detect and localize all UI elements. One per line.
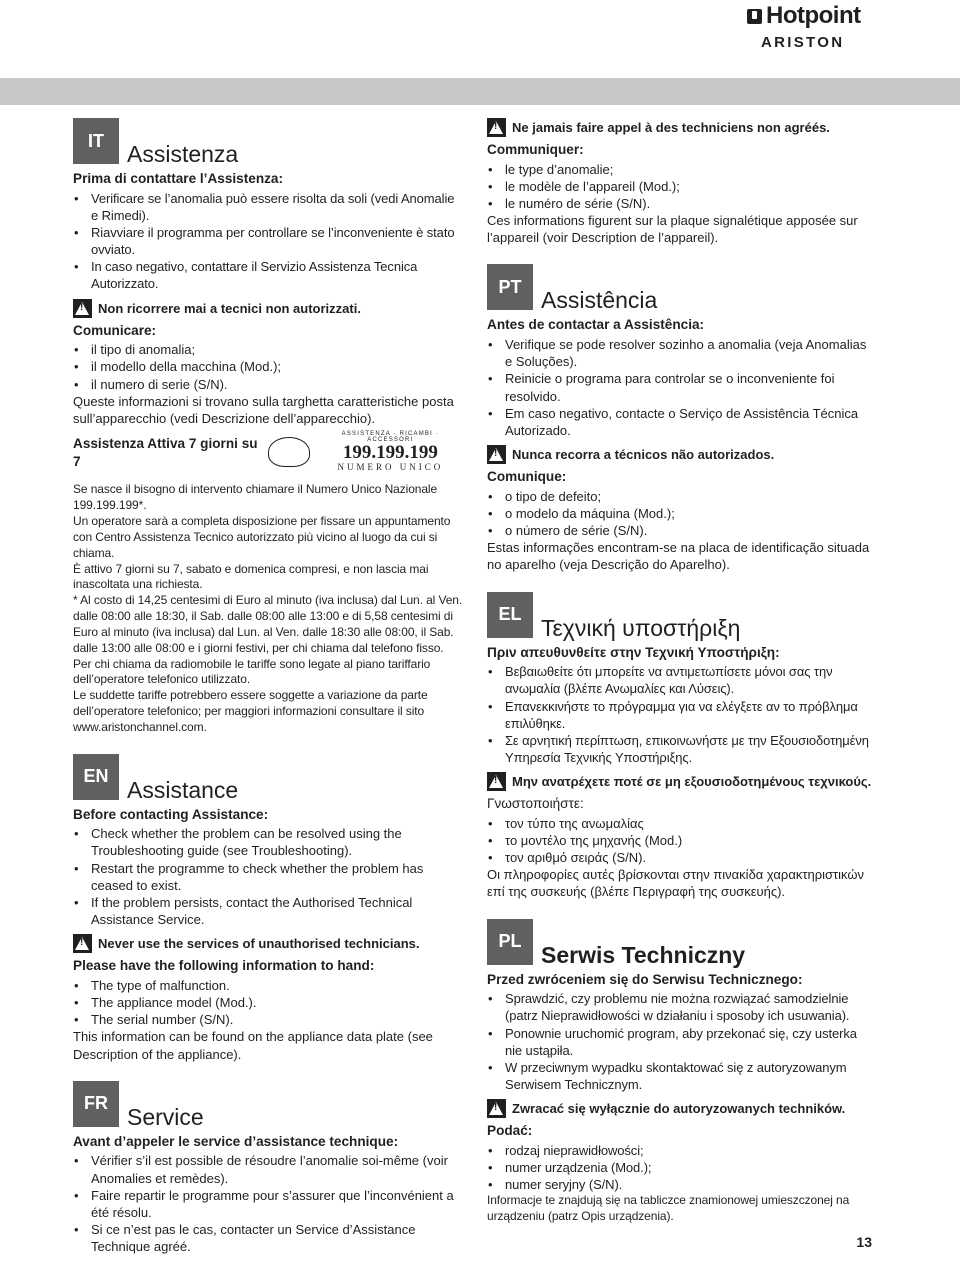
list-item: • τον αριθμό σειράς (S/N).: [487, 849, 877, 866]
before-heading: Antes de contactar a Assistência:: [487, 317, 705, 333]
lang-tag: PL: [487, 919, 533, 965]
list-item: • rodzaj nieprawidłowości;: [487, 1142, 877, 1159]
list-item: • The appliance model (Mod.).: [73, 994, 463, 1011]
lang-tag: FR: [73, 1081, 119, 1127]
communicate-heading: Please have the following information to hand:: [73, 958, 375, 974]
numero-unico-logo: [268, 431, 463, 472]
before-heading: Przed zwróceniem się do Serwisu Technicznego:: [487, 971, 803, 987]
list-item: • Σε αρνητική περίπτωση, επικοινωνήστε με την Εξουσιοδοτημένη Υπηρεσία Τεχνικής Υποστήριξης.: [487, 732, 877, 766]
warning-icon: [73, 934, 92, 953]
right-column: [487, 118, 877, 1243]
list-item: • il numero di serie (S/N).: [73, 376, 463, 393]
list-item: • Riavviare il programma per controllare se l’inconveniente è stato ovviato.: [73, 224, 463, 258]
info-note: Queste informazioni si trovano sulla targhetta caratteristiche posta sull’apparecchio (vedi Descrizione dell’apparecchio).: [73, 393, 454, 426]
brand-top: Hotpoint: [766, 2, 861, 29]
warning-icon: [73, 299, 92, 318]
paragraph: Per chi chiama da radiomobile le tariffe sono legate al piano tariffario dell’operatore telefonico utilizzato.: [73, 656, 431, 687]
list-item: • Βεβαιωθείτε ότι μπορείτε να αντιμετωπίσετε μόνοι σας την ανωμαλία (βλέπε Ανωμαλίες και Λύσεις).: [487, 663, 877, 697]
warning-text: Μην ανατρέχετε ποτέ σε μη εξουσιοδοτημένους τεχνικούς.: [512, 774, 872, 790]
number-bottom: NUMERO UNICO: [337, 462, 444, 473]
hotpoint-logo-icon: [747, 9, 762, 24]
communicate-heading: Comunicare:: [73, 322, 157, 338]
list-item: • Faire repartir le programme pour s’assurer que l’inconvénient a été résolu.: [73, 1187, 463, 1221]
list-item: • Reinicie o programa para controlar se o inconveniente foi resolvido.: [487, 370, 877, 404]
list-item: • il modello della macchina (Mod.);: [73, 358, 463, 375]
before-heading: Avant d’appeler le service d’assistance technique:: [73, 1133, 399, 1149]
list-item: • le numéro de série (S/N).: [487, 195, 877, 212]
section-title: Assistência: [541, 287, 658, 314]
lang-tag: EL: [487, 592, 533, 638]
section-it: [73, 118, 463, 736]
warning-icon: [487, 445, 506, 464]
list-item: • Sprawdzić, czy problemu nie można rozwiązać samodzielnie (patrz Nieprawidłowości w działaniu i sposoby ich usuwania).: [487, 990, 877, 1024]
attiva-heading: Assistenza Attiva 7 giorni su 7: [73, 436, 258, 469]
number-top: ASSISTENZA · RICAMBI · ACCESSORI: [341, 431, 440, 444]
communicate-heading: Γνωστοποιήστε:: [487, 796, 584, 812]
list-item: • τον τύπο της ανωμαλίας: [487, 815, 877, 832]
section-title: Assistenza: [127, 141, 239, 167]
list-item: • Restart the programme to check whether the problem has ceased to exist.: [73, 860, 463, 894]
list-item: • numer urządzenia (Mod.);: [487, 1159, 877, 1176]
info-note: This information can be found on the appliance data plate (see Description of the appliance).: [73, 1029, 433, 1062]
phone-number: 199.199.199: [342, 442, 438, 464]
list-item: • il tipo di anomalia;: [73, 341, 463, 358]
list-item: • Em caso negativo, contacte o Serviço de Assistência Técnica Autorizado.: [487, 405, 877, 439]
header-band: [0, 78, 960, 105]
warning: [73, 934, 463, 953]
list-item: • In caso negativo, contattare il Servizio Assistenza Tecnica Autorizzato.: [73, 258, 463, 292]
list-item: • The serial number (S/N).: [73, 1011, 463, 1028]
warning: [487, 1099, 877, 1118]
info-note: Informacje te znajdują się na tabliczce znamionowej umieszczonej na urządzeniu (patrz Opis urządzenia).: [487, 1193, 850, 1224]
section-title: Τεχνική υποστήριξη: [541, 614, 741, 641]
list-item: • o tipo de defeito;: [487, 488, 877, 505]
warning-text: Nunca recorra a técnicos não autorizados.: [512, 447, 775, 463]
warning-text: Non ricorrere mai a tecnici non autorizzati.: [98, 300, 361, 316]
lang-tag: PT: [487, 264, 533, 310]
telephone-icon: [268, 437, 310, 467]
before-heading: Prima di contattare l’Assistenza:: [73, 171, 284, 186]
warning-text: Ne jamais faire appel à des techniciens non agréés.: [512, 120, 830, 135]
list-item: • le modèle de l’appareil (Mod.);: [487, 178, 877, 195]
list-item: • The type of malfunction.: [73, 977, 463, 994]
section-en: [73, 754, 463, 1063]
brand-bottom: ARISTON: [761, 34, 845, 51]
paragraph: Le suddette tariffe potrebbero essere soggette a variazione da parte dell’operatore telefonico; per maggiori informazioni consultare il sito www.aristonchannel.com.: [73, 688, 428, 734]
info-note: Estas informações encontram-se na placa de identificação situada no aparelho (veja Descrição do Aparelho).: [487, 540, 870, 573]
list-item: • W przeciwnym wypadku skontaktować się z autoryzowanym Serwisem Technicznym.: [487, 1059, 877, 1093]
lang-tag: EN: [73, 754, 119, 800]
warning: [487, 772, 877, 791]
paragraph: È attivo 7 giorni su 7, sabato e domenica compresi, e non lascia mai inascoltata una richiesta.: [73, 561, 429, 592]
section-fr: [73, 1081, 463, 1256]
left-column: [73, 118, 463, 1273]
brand-logo: [747, 2, 872, 51]
warning-text: Zwracać się wyłącznie do autoryzowanych techników.: [512, 1101, 846, 1117]
warning-icon: [487, 1099, 506, 1118]
communicate-heading: Comunique:: [487, 469, 567, 485]
section-pt: [487, 264, 877, 573]
paragraph: Se nasce il bisogno di intervento chiamare il Numero Unico Nazionale 199.199.199*.: [73, 482, 438, 513]
list-item: • Verificare se l’anomalia può essere risolta da soli (vedi Anomalie e Rimedi).: [73, 190, 463, 224]
section-pl: [487, 919, 877, 1225]
paragraph: * Al costo di 14,25 centesimi di Euro al minuto (iva inclusa) dal Lun. al Ven. dalle 08:00 alle 18:30, il Sab. dalle 08:00 alle 13:00 e di 5,58 centesimi di Euro al minuto (iva inclusa) dal Lun. al Ven. dalle 18:30 alle 08:00, il Sab. dalle 13:00 alle 08:00 e i giorni festivi, per chi chiama dal telefono fisso.: [73, 593, 463, 655]
list-item: • Ponownie uruchomić program, aby przekonać się, czy usterka nie ustąpiła.: [487, 1025, 877, 1059]
communicate-heading: Podać:: [487, 1123, 533, 1139]
warning: [73, 299, 463, 318]
list-item: • If the problem persists, contact the Authorised Technical Assistance Service.: [73, 894, 463, 928]
list-item: • Vérifier s’il est possible de résoudre l’anomalie soi-même (voir Anomalies et remèdes).: [73, 1152, 463, 1186]
page-number: 13: [856, 1234, 872, 1250]
list-item: • Si ce n’est pas le cas, contacter un Service d’Assistance Technique agréé.: [73, 1221, 463, 1255]
list-item: • Επανεκκινήστε το πρόγραμμα για να ελέγξετε αν το πρόβλημα επιλύθηκε.: [487, 698, 877, 732]
paragraph: Un operatore sarà a completa disposizione per fissare un appuntamento con Centro Assistenza Tecnico autorizzato più vicino al luogo da cui si chiama.: [73, 514, 451, 560]
info-note: Οι πληροφορίες αυτές βρίσκονται στην πινακίδα χαρακτηριστικών επί της συσκευής (βλέπε Περιγραφή της συσκευής).: [487, 867, 865, 900]
list-item: • o número de série (S/N).: [487, 522, 877, 539]
warning-icon: [487, 118, 506, 137]
list-item: • Check whether the problem can be resolved using the Troubleshooting guide (see Troubleshooting).: [73, 825, 463, 859]
section-fr-continued: [487, 118, 877, 246]
list-item: • o modelo da máquina (Mod.);: [487, 505, 877, 522]
warning: [487, 445, 877, 464]
warning: [487, 118, 877, 137]
list-item: • Verifique se pode resolver sozinho a anomalia (veja Anomalias e Soluções).: [487, 336, 877, 370]
list-item: • numer seryjny (S/N).: [487, 1176, 877, 1193]
section-title: Serwis Techniczny: [541, 941, 746, 968]
section-title: Assistance: [127, 776, 239, 803]
section-title: Service: [127, 1103, 204, 1130]
section-el: [487, 592, 877, 901]
warning-text: Never use the services of unauthorised technicians.: [98, 936, 420, 952]
list-item: • το μοντέλο της μηχανής (Mod.): [487, 832, 877, 849]
warning-icon: [487, 772, 506, 791]
lang-tag: IT: [73, 118, 119, 164]
communicate-heading: Communiquer:: [487, 142, 584, 157]
info-note: Ces informations figurent sur la plaque signalétique apposée sur l’appareil (voir Description de l’appareil).: [487, 213, 858, 246]
before-heading: Πριν απευθυνθείτε στην Τεχνική Υποστήριξη:: [487, 644, 780, 660]
list-item: • le type d’anomalie;: [487, 161, 877, 178]
before-heading: Before contacting Assistance:: [73, 806, 269, 822]
